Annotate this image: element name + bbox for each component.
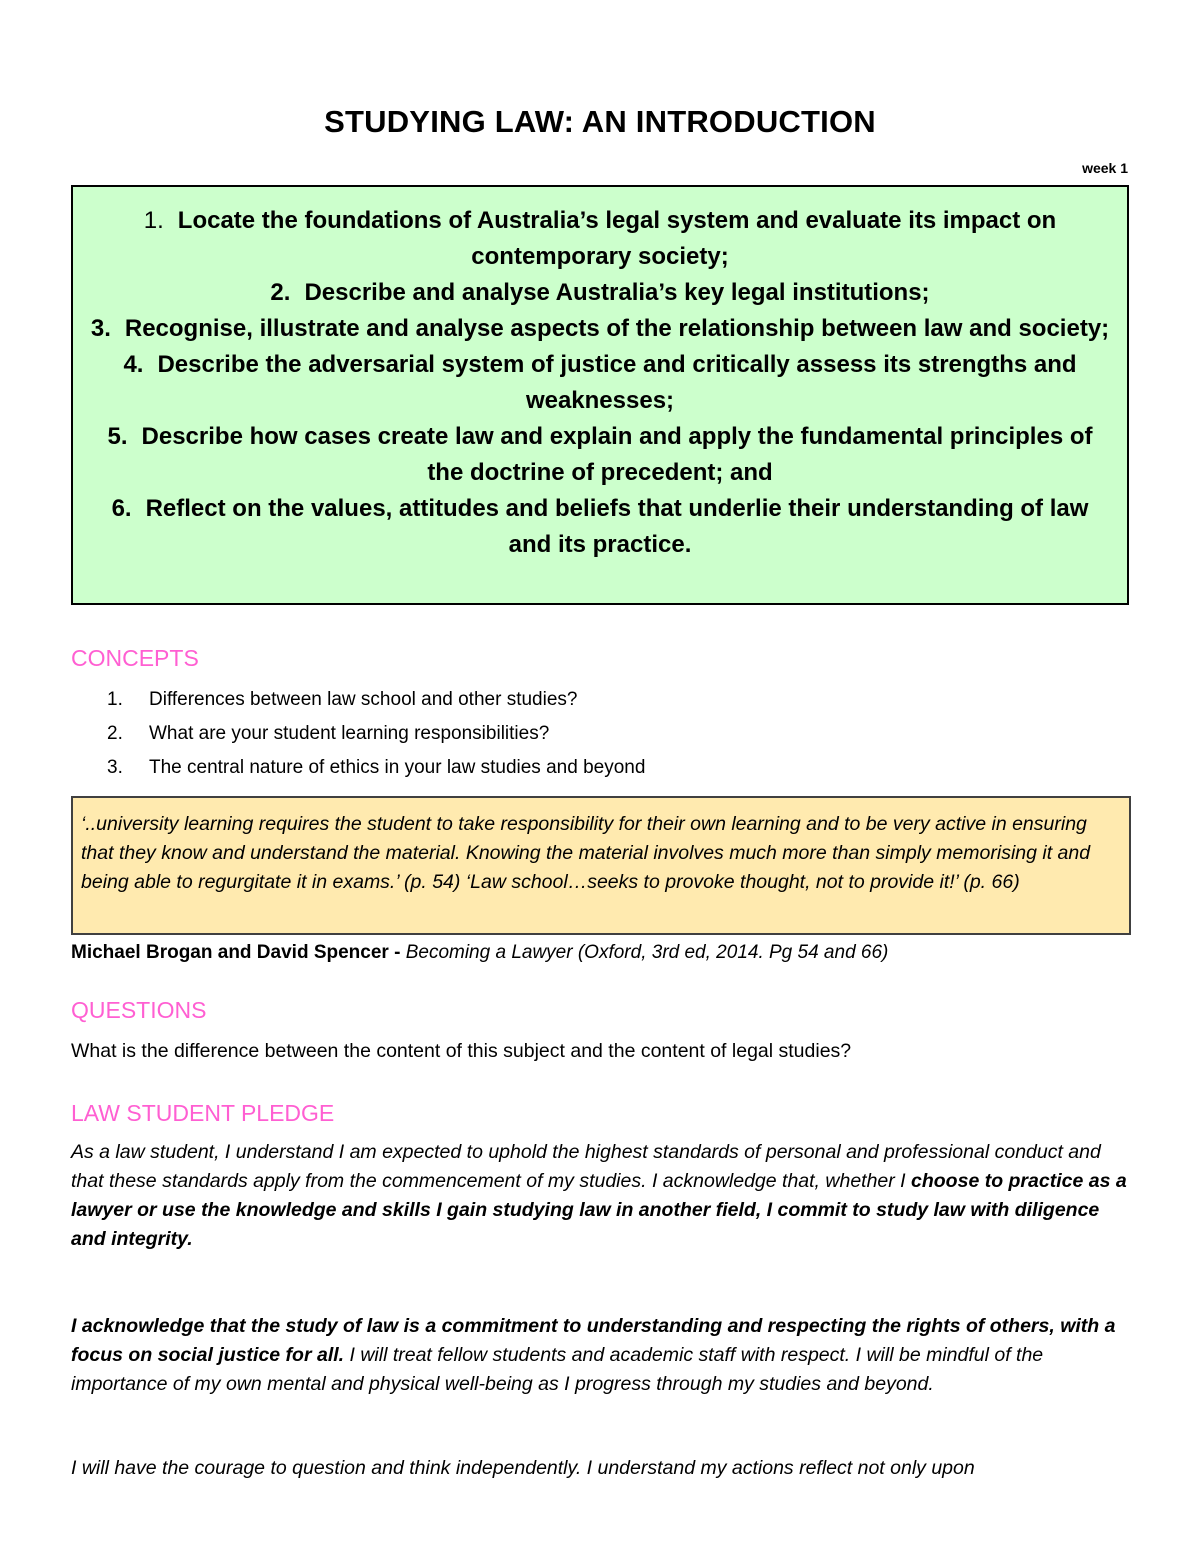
citation-authors: Michael Brogan and David Spencer - [71, 942, 406, 963]
pledge-text: I will treat fellow students and academic staff with respect. I will be mindful of the importance of my own mental and physical well-being as I progress through my studies and beyond. [71, 1344, 1044, 1395]
page-title: STUDYING LAW: AN INTRODUCTION [324, 104, 876, 139]
outcome-text: Reflect on the values, attitudes and beliefs that underlie their understanding of law and its practice. [145, 495, 1089, 558]
citation-source: Becoming a Lawyer (Oxford, 3rd ed, 2014. Pg 54 and 66) [405, 942, 889, 963]
outcome-text: Recognise, illustrate and analyse aspects of the relationship between law and society; [124, 315, 1110, 342]
outcome-item [73, 275, 1127, 311]
outcome-item [73, 311, 1127, 347]
list-item [71, 751, 1131, 785]
citation [71, 940, 1151, 966]
learning-outcomes-list [73, 203, 1127, 563]
pledge-emphasis: I acknowledge that the study of law is a commitment to understanding and respecting the rights of others, with a focus on social justice for all. [71, 1315, 1116, 1366]
concepts-heading: CONCEPTS [71, 645, 199, 671]
list-number: 1. [107, 689, 123, 710]
outcome-item [73, 203, 1127, 275]
outcome-item [73, 491, 1127, 563]
pledge-paragraph-3: I will have the courage to question and think independently. I understand my actions reflect not only upon [71, 1457, 975, 1479]
pledge-emphasis: choose to practice as a lawyer or use the knowledge and skills I gain studying law in another field, I commit to study law with diligence and integrity. [71, 1170, 1127, 1250]
outcome-text: Describe the adversarial system of justice and critically assess its strengths and weaknesses; [157, 351, 1077, 414]
pledge-paragraph-1 [71, 1138, 1131, 1254]
outcome-text: Describe and analyse Australia’s key legal institutions; [304, 279, 930, 306]
questions-heading: QUESTIONS [71, 997, 207, 1023]
list-item [71, 717, 1131, 751]
question-text: What is the difference between the content of this subject and the content of legal studies? [71, 1040, 852, 1062]
outcome-number: 2. [270, 279, 291, 306]
outcome-number: 1. [143, 207, 164, 234]
pledge-paragraph-2 [71, 1312, 1131, 1399]
list-item [71, 683, 1131, 717]
list-number: 3. [107, 757, 123, 778]
quote-text: ‘..university learning requires the student to take responsibility for their own learning and to be very active in ensuring that they know and understand the material. Knowing the material involves much more than simply memorising it and being able to regurgitate it in exams.’ (p. 54) ‘Law school…seeks to provoke thought, not to provide it!’ (p. 66) [81, 813, 1091, 893]
outcome-item [73, 347, 1127, 419]
outcome-number: 3. [90, 315, 111, 342]
outcome-number: 6. [111, 495, 132, 522]
concepts-list [71, 683, 1131, 785]
pledge-heading: LAW STUDENT PLEDGE [71, 1100, 335, 1126]
list-text: What are your student learning responsibilities? [149, 723, 550, 744]
pledge-text: As a law student, I understand I am expected to uphold the highest standards of personal and professional conduct and that these standards apply from the commencement of my studies. I acknowledge that, whether I [71, 1141, 1101, 1192]
outcome-item [73, 419, 1127, 491]
list-text: Differences between law school and other studies? [149, 689, 578, 710]
outcome-text: Describe how cases create law and explain and apply the fundamental principles of the doctrine of precedent; and [141, 423, 1093, 486]
quote-box [71, 796, 1131, 935]
outcome-text: Locate the foundations of Australia’s legal system and evaluate its impact on contemporary society; [177, 207, 1057, 270]
list-text: The central nature of ethics in your law studies and beyond [149, 757, 646, 778]
learning-outcomes-box [71, 185, 1129, 605]
outcome-number: 4. [123, 351, 144, 378]
outcome-number: 5. [107, 423, 128, 450]
list-number: 2. [107, 723, 123, 744]
week-label: week 1 [1082, 160, 1128, 176]
